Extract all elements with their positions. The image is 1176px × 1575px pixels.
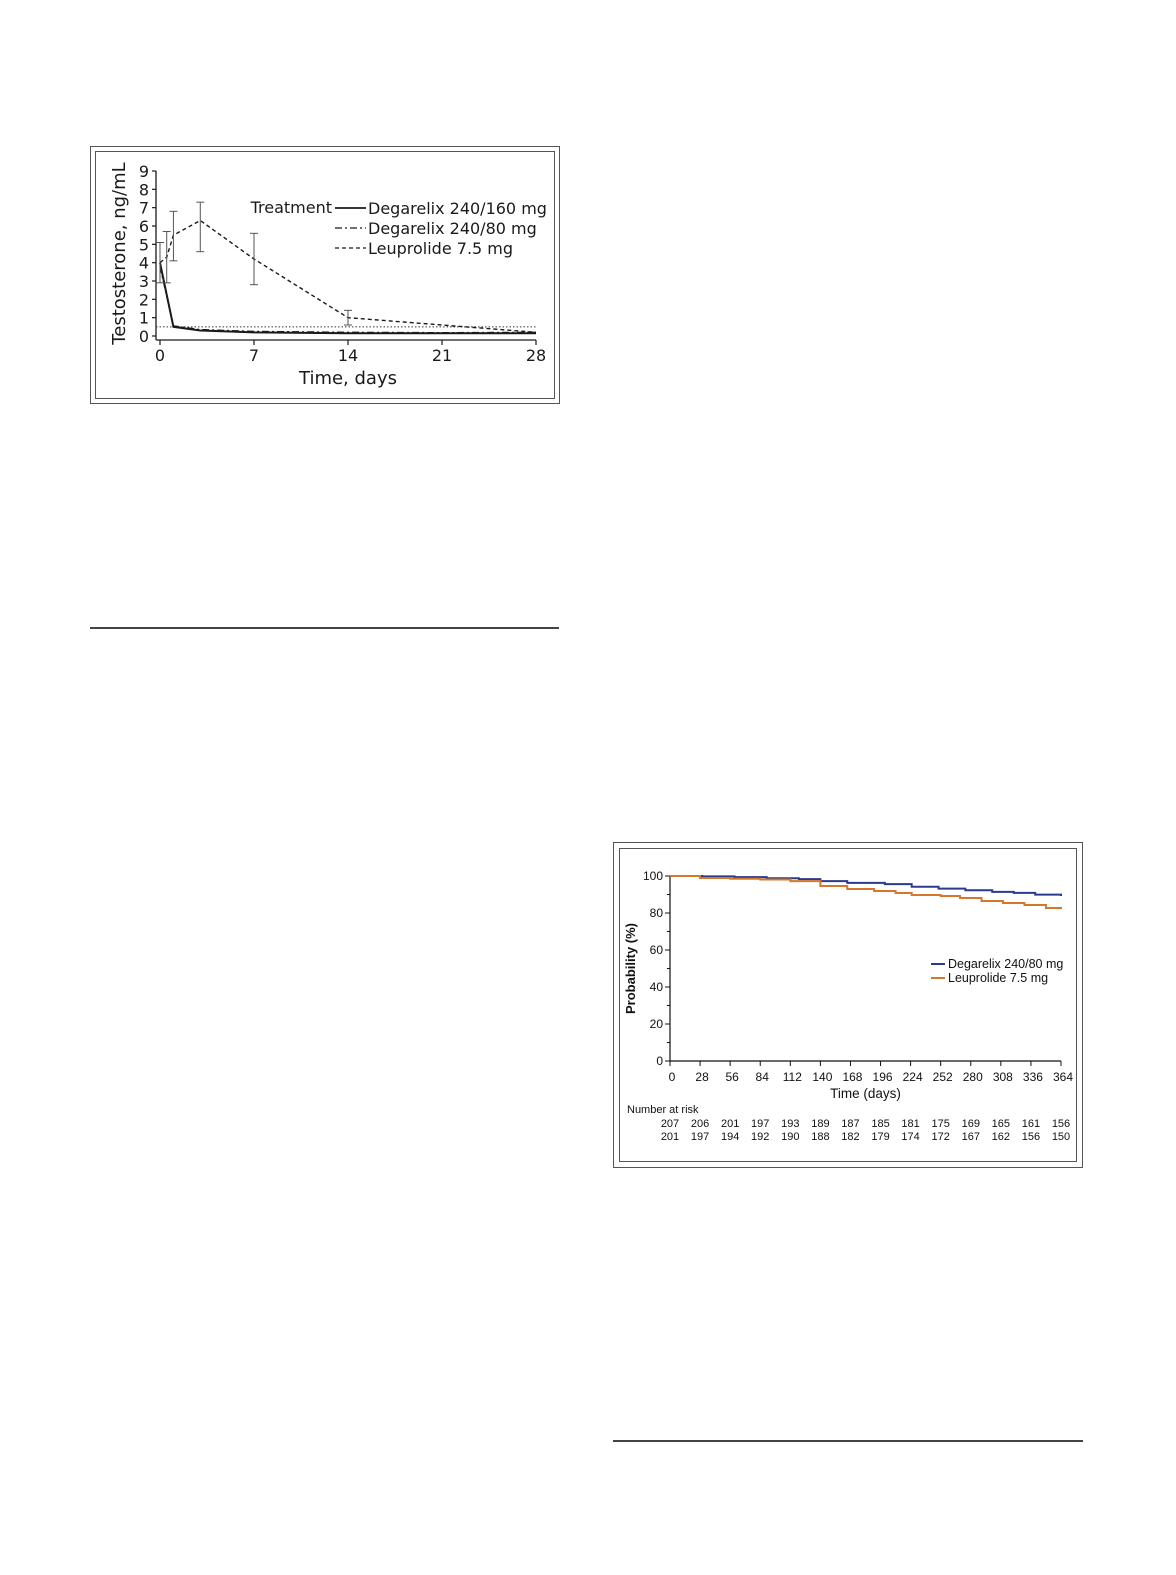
number-at-risk-value: 179 bbox=[871, 1131, 890, 1143]
x-tick-label: 224 bbox=[902, 1070, 923, 1084]
y-tick-label: 40 bbox=[649, 980, 663, 994]
number-at-risk-value: 201 bbox=[660, 1131, 680, 1143]
testosterone-chart bbox=[90, 146, 560, 404]
number-at-risk-value: 174 bbox=[901, 1131, 920, 1143]
x-tick-label: 84 bbox=[755, 1070, 769, 1084]
number-at-risk-value: 167 bbox=[961, 1131, 980, 1143]
number-at-risk-value: 162 bbox=[991, 1131, 1011, 1143]
x-tick-label: 364 bbox=[1052, 1070, 1074, 1084]
number-at-risk-value: 193 bbox=[781, 1118, 800, 1130]
x-tick-label: 0 bbox=[668, 1070, 676, 1084]
x-tick-label: 252 bbox=[932, 1070, 953, 1084]
number-at-risk-value: 206 bbox=[690, 1118, 710, 1130]
x-axis-title: Time, days bbox=[299, 368, 397, 389]
number-at-risk-label: Number at risk bbox=[627, 1104, 699, 1116]
column-rule-right bbox=[613, 1440, 1083, 1442]
y-tick-label: 100 bbox=[642, 869, 663, 883]
number-at-risk-value: 185 bbox=[871, 1118, 890, 1130]
y-tick-label: 0 bbox=[138, 327, 149, 346]
number-at-risk-value: 190 bbox=[781, 1131, 800, 1143]
legend-label: Leuprolide 7.5 mg bbox=[368, 239, 514, 258]
y-tick-label: 4 bbox=[138, 253, 149, 273]
number-at-risk-value: 165 bbox=[991, 1118, 1011, 1130]
x-tick-label: 21 bbox=[431, 346, 453, 365]
y-tick-label: 3 bbox=[138, 272, 149, 291]
number-at-risk-value: 188 bbox=[811, 1131, 830, 1143]
number-at-risk-value: 197 bbox=[751, 1118, 770, 1130]
number-at-risk-value: 181 bbox=[901, 1118, 920, 1130]
number-at-risk-value: 161 bbox=[1021, 1118, 1041, 1130]
y-tick-label: 80 bbox=[649, 906, 663, 920]
number-at-risk-value: 192 bbox=[751, 1131, 770, 1143]
y-axis-title: Probability (%) bbox=[623, 922, 638, 1015]
number-at-risk-value: 201 bbox=[720, 1118, 740, 1130]
number-at-risk-value: 182 bbox=[841, 1131, 860, 1143]
x-tick-label: 28 bbox=[695, 1070, 709, 1084]
number-at-risk-value: 197 bbox=[690, 1131, 710, 1143]
legend-label: Degarelix 240/80 mg bbox=[368, 219, 537, 238]
x-tick-label: 7 bbox=[248, 346, 260, 365]
number-at-risk-value: 194 bbox=[720, 1131, 740, 1143]
number-at-risk-value: 207 bbox=[660, 1118, 680, 1130]
x-tick-label: 112 bbox=[782, 1070, 802, 1084]
number-at-risk-value: 156 bbox=[1051, 1118, 1071, 1130]
x-tick-label: 196 bbox=[872, 1070, 893, 1084]
x-tick-label: 168 bbox=[842, 1070, 863, 1084]
number-at-risk-value: 189 bbox=[811, 1118, 830, 1130]
y-tick-label: 2 bbox=[138, 290, 149, 310]
y-tick-label: 20 bbox=[649, 1017, 663, 1031]
x-tick-label: 140 bbox=[812, 1070, 833, 1084]
number-at-risk-value: 169 bbox=[961, 1118, 980, 1130]
y-tick-label: 1 bbox=[138, 308, 149, 328]
y-tick-label: 8 bbox=[138, 180, 149, 200]
column-rule-left bbox=[90, 627, 559, 629]
x-tick-label: 0 bbox=[154, 346, 166, 365]
x-tick-label: 28 bbox=[525, 346, 547, 365]
y-tick-label: 6 bbox=[138, 217, 149, 236]
y-tick-label: 9 bbox=[138, 162, 149, 181]
y-tick-label: 0 bbox=[656, 1054, 663, 1068]
y-axis-title: Testosterone, ng/mL bbox=[109, 162, 130, 345]
x-tick-label: 308 bbox=[992, 1070, 1013, 1084]
y-tick-label: 5 bbox=[138, 235, 149, 255]
legend-label: Leuprolide 7.5 mg bbox=[948, 971, 1049, 985]
number-at-risk-value: 175 bbox=[931, 1118, 950, 1130]
x-tick-label: 56 bbox=[725, 1070, 739, 1084]
x-tick-label: 336 bbox=[1022, 1070, 1043, 1084]
x-axis-title: Time (days) bbox=[830, 1086, 901, 1101]
number-at-risk-value: 187 bbox=[841, 1118, 860, 1130]
number-at-risk-value: 150 bbox=[1051, 1131, 1071, 1143]
y-tick-label: 60 bbox=[649, 943, 663, 957]
number-at-risk-value: 172 bbox=[931, 1131, 950, 1143]
x-tick-label: 14 bbox=[337, 346, 359, 365]
probability-chart bbox=[613, 842, 1083, 1168]
legend-title: Treatment bbox=[250, 198, 332, 217]
y-tick-label: 7 bbox=[138, 198, 149, 218]
legend-label: Degarelix 240/80 mg bbox=[948, 957, 1064, 971]
x-tick-label: 280 bbox=[962, 1070, 983, 1084]
number-at-risk-value: 156 bbox=[1021, 1131, 1041, 1143]
legend-label: Degarelix 240/160 mg bbox=[368, 199, 547, 218]
